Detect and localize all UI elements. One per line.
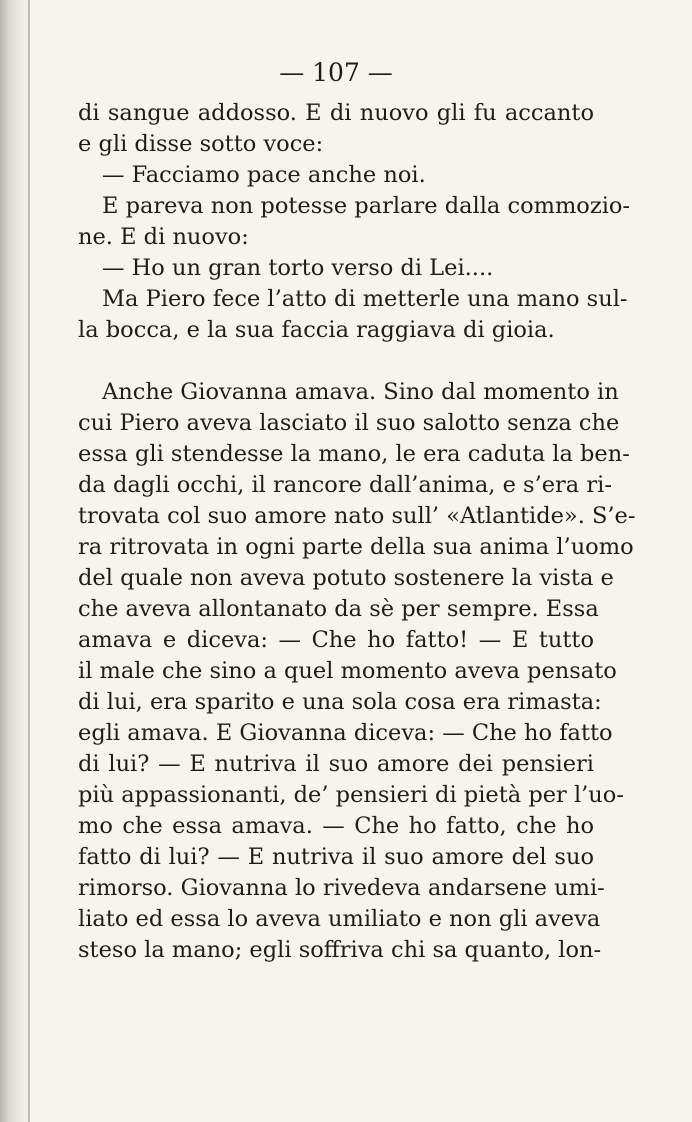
text-line: — Ho un gran torto verso di Lei.... <box>102 255 494 281</box>
text-line: Ma Piero fece l’atto di metterle una mano sul- <box>102 286 628 312</box>
text-line: amava e diceva: — Che ho fatto! — E tutto <box>78 627 594 653</box>
text-block-dialogue <box>78 98 631 346</box>
text-line: steso la mano; egli soffriva chi sa quanto, lon- <box>78 937 602 963</box>
text-line: ra ritrovata in ogni parte della sua anima l’uomo <box>78 534 634 560</box>
text-line: — Facciamo pace anche noi. <box>102 162 426 188</box>
page-number: — 107 — <box>279 58 393 87</box>
text-line: rimorso. Giovanna lo rivedeva andarsene umi- <box>78 875 605 901</box>
text-line: trovata col suo amore nato sull’ «Atlantide». S’e- <box>78 503 636 529</box>
text-line: essa gli stendesse la mano, le era caduta la ben- <box>78 441 630 467</box>
text-line: egli amava. E Giovanna diceva: — Che ho fatto <box>78 720 613 746</box>
text-line: liato ed essa lo aveva umiliato e non gli aveva <box>78 906 601 932</box>
text-line: e gli disse sotto voce: <box>78 131 324 157</box>
text-line: di lui, era sparito e una sola cosa era rimasta: <box>78 689 602 715</box>
text-line: il male che sino a quel momento aveva pensato <box>78 658 617 684</box>
text-line: la bocca, e la sua faccia raggiava di gioia. <box>78 317 555 343</box>
page-binding-edge <box>0 0 30 1122</box>
text-line: più appassionanti, de’ pensieri di pietà per l’uo- <box>78 782 624 808</box>
book-page <box>78 58 636 966</box>
text-line: fatto di lui? — E nutriva il suo amore del suo <box>78 844 594 870</box>
paragraph-gap <box>78 346 594 377</box>
text-line: mo che essa amava. — Che ho fatto, che ho <box>78 813 594 839</box>
text-line: del quale non aveva potuto sostenere la vista e <box>78 565 614 591</box>
text-block-narration <box>78 377 636 966</box>
text-line: da dagli occhi, il rancore dall’anima, e s’era ri- <box>78 472 612 498</box>
text-line: di lui? — E nutriva il suo amore dei pensieri <box>78 751 594 777</box>
text-line: E pareva non potesse parlare dalla commozio- <box>102 193 631 219</box>
text-line: di sangue addosso. E di nuovo gli fu accanto <box>78 100 594 126</box>
page-binding-line <box>28 0 30 1122</box>
text-line: che aveva allontanato da sè per sempre. Essa <box>78 596 599 622</box>
text-line: Anche Giovanna amava. Sino dal momento in <box>102 379 619 405</box>
text-line: ne. E di nuovo: <box>78 224 249 250</box>
text-line: cui Piero aveva lasciato il suo salotto senza che <box>78 410 620 436</box>
